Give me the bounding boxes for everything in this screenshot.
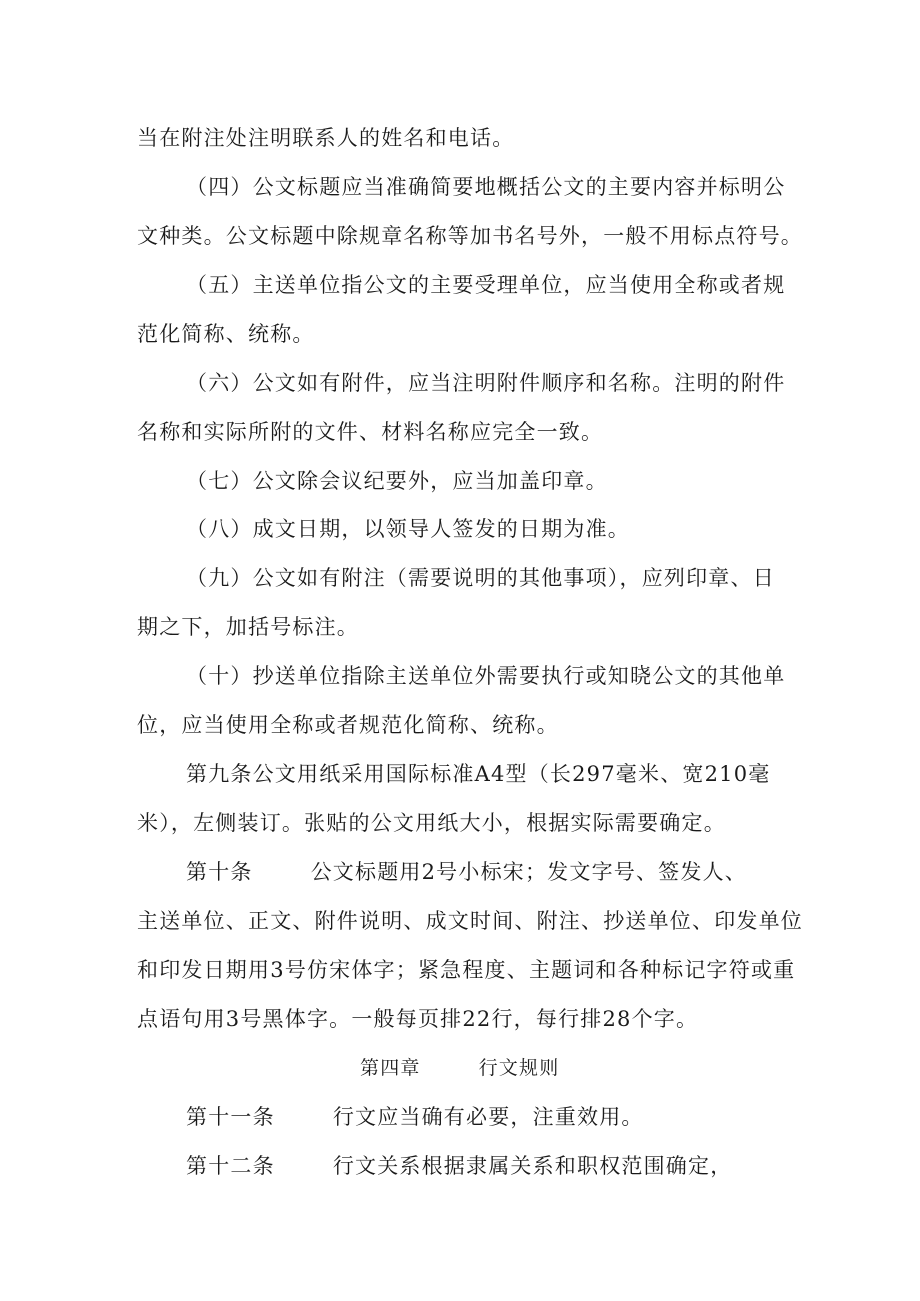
body-line: （八）成文日期，以领导人签发的日期为准。	[186, 517, 630, 541]
article-10-label: 第十条	[186, 860, 253, 884]
article-11-text: 行文应当确有必要，注重效用。	[332, 1105, 644, 1129]
body-line: 范化简称、统称。	[137, 322, 315, 346]
body-line: （十）抄送单位指除主送单位外需要执行或知晓公文的其他单	[186, 664, 786, 688]
article-12-text: 行文关系根据隶属关系和职权范围确定，	[332, 1154, 733, 1178]
body-line: 期之下，加括号标注。	[137, 615, 359, 639]
chapter-heading	[360, 1053, 559, 1083]
body-line: （七）公文除会议纪要外，应当加盖印章。	[186, 469, 608, 493]
chapter-label: 第四章	[360, 1057, 421, 1079]
body-line: 和印发日期用3号仿宋体字；紧急程度、主题词和各种标记字符或重	[137, 958, 796, 982]
article-11-label: 第十一条	[186, 1105, 275, 1129]
body-line: 文种类。公文标题中除规章名称等加书名号外，一般不用标点符号。	[137, 224, 803, 248]
article-12	[186, 1151, 732, 1181]
body-line: （六）公文如有附件，应当注明附件顺序和名称。注明的附件	[186, 371, 786, 395]
body-line: 点语句用3号黑体字。一般每页排22行，每行排28个字。	[137, 1007, 699, 1031]
body-line: 主送单位、正文、附件说明、成文时间、附注、抄送单位、印发单位	[137, 909, 803, 933]
body-line: 第九条公文用纸采用国际标准A4型（长297毫米、宽210毫	[186, 762, 771, 786]
body-line: 位，应当使用全称或者规范化简称、统称。	[137, 713, 559, 737]
body-line: 米），左侧装订。张贴的公文用纸大小，根据实际需要确定。	[137, 811, 726, 835]
body-line: 名称和实际所附的文件、材料名称应完全一致。	[137, 420, 604, 444]
article-10-text: 公文标题用2号小标宋；发文字号、签发人、	[310, 860, 747, 884]
article-11	[186, 1102, 644, 1132]
chapter-title: 行文规则	[478, 1057, 560, 1079]
body-line: （四）公文标题应当准确简要地概括公文的主要内容并标明公	[186, 175, 786, 199]
article-12-label: 第十二条	[186, 1154, 275, 1178]
body-line: （九）公文如有附注（需要说明的其他事项），应列印章、日	[186, 566, 775, 590]
body-line: （五）主送单位指公文的主要受理单位，应当使用全称或者规	[186, 273, 786, 297]
article-10-heading	[186, 857, 747, 887]
body-line: 当在附注处注明联系人的姓名和电话。	[137, 126, 515, 150]
